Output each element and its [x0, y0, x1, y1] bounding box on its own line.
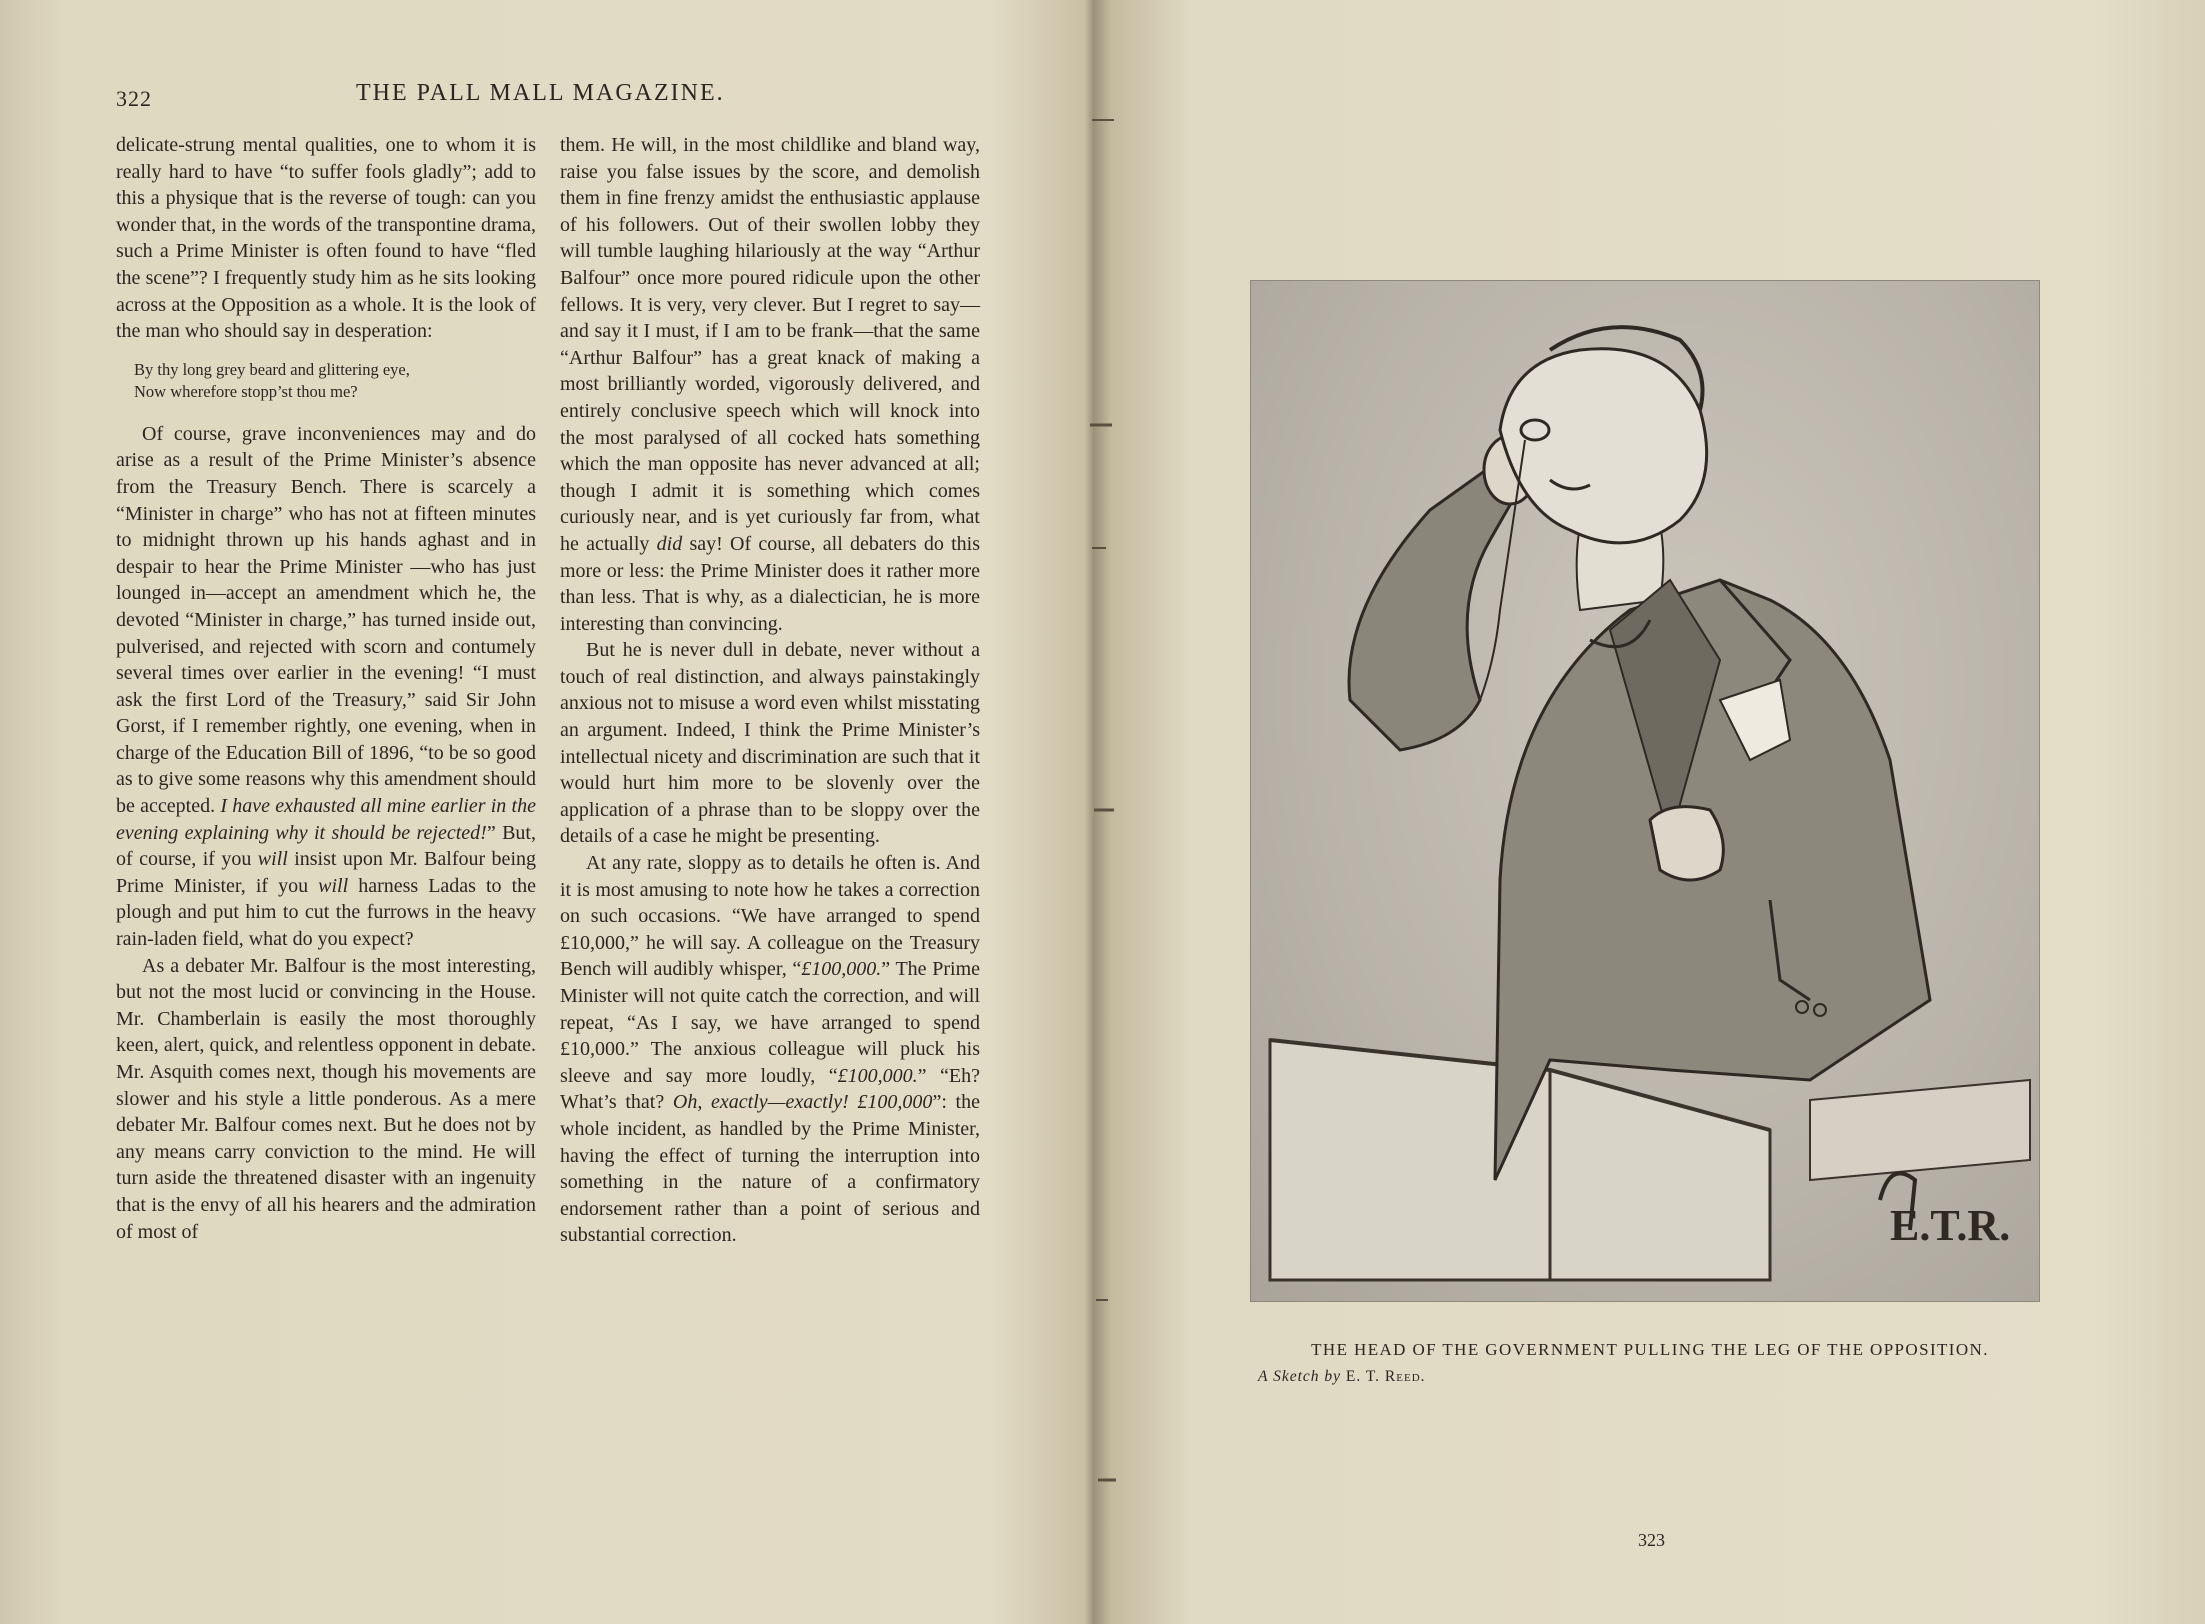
text-run: ” The Prime Minister will not quite catch the correction, and will repeat, “As I say, we have arranged to spend £10,000.” The anxious colleague will pluck his sleeve and say more loudly, “: [560, 958, 981, 1087]
text-run: ” But, of course, if you: [116, 821, 536, 871]
running-head: [116, 80, 1056, 116]
right-page: [1100, 0, 2205, 1624]
text-run: say! Of course, all debaters do this more or less: the Prime Minister does it rather more than less. That is why, as a dialectician, he is more interesting than convincing.: [560, 532, 980, 635]
italic-word: will: [257, 848, 288, 871]
italic-quote: I have exhausted all mine earlier in the evening explaining why it should be rejected!: [116, 795, 536, 844]
verse-quote: [134, 359, 536, 403]
italic-quote: Oh, exactly—exactly! £100,000: [672, 1091, 933, 1114]
illustration-credit: [1258, 1368, 1426, 1386]
text-run: ” “Eh? What’s that?: [560, 1064, 980, 1114]
credit-name: E. T. Reed.: [1345, 1368, 1426, 1385]
text-run: them. He will, in the most childlike and bland way, raise you false issues by the score, and demolish them in fine frenzy amidst the enthusiastic applause of his followers. Out of their swollen lobby they will tumble laughing hilariously at the way “Arthur Balfour” once more poured ridicule upon the other fellows. It is very, very clever. But I regret to say—and say it I must, if I am to be frank—that the same “Arthur Balfour” has a great knack of making a most brilliantly worded, vigorously delivered, and entirely conclusive speech which will knock into the most paralysed of all cocked hats something which the man opposite has never advanced at all; though I admit it is something which comes curiously near, and is yet curiously far from, what he actually: [560, 134, 980, 555]
credit-prefix: A Sketch: [1258, 1368, 1320, 1385]
italic-word: did: [656, 532, 683, 555]
paragraph: As a debater Mr. Balfour is the most interesting, but not the most lucid or convincing in the House. Mr. Chamberlain is easily the most thoroughly keen, alert, quick, and relentless opponent in debate. Mr. Asquith comes next, though his movements are slower and his style a little ponderous. As a mere debater Mr. Balfour comes next. But he does not by any means carry conviction to the mind. He will turn aside the threatened disaster with an ingenuity that is the envy of all his hearers and the admiration of most of: [116, 954, 536, 1243]
text-run: harness Ladas to the plough and put him to cut the furrows in the heavy rain-laden field, what do you expect?: [116, 874, 537, 951]
cartoon-illustration: [1250, 280, 2040, 1302]
verse-line: Now wherefore stopp’st thou me?: [134, 381, 358, 401]
paragraph: delicate-strung mental qualities, one to whom it is really hard to have “to suffer fools gladly”; add to this a physique that is the reverse of tough: can you wonder that, in the words of the transpontine drama, such a Prime Minister is often found to have “fled the scene”? I frequently study him as he sits looking across at the Opposition as a whole. It is the look of the man who should say in desperation:: [116, 134, 536, 343]
text-run: Of course, grave inconveniences may and do arise as a result of the Prime Minister’s absence from the Treasury Bench. There is scarcely a “Minister in charge” who has not at fifteen minutes to midnight thrown up his hands aghast and in despair to hear the Prime Minister —who has just lounged in—accept an amendment which he, the devoted “Minister in charge,” has turned inside out, pulverised, and rejected with scorn and contumely several times over earlier in the evening! “I must ask the first Lord of the Treasury,” said Sir John Gorst, if I remember rightly, one evening, when in charge of the Education Bill of 1896, “to be so good as to give some reasons why this amendment should be accepted.: [116, 422, 536, 818]
italic-word: will: [318, 874, 349, 897]
text-run: ”: the whole incident, as handled by the Prime Minister, having the effect of turning the interruption into something in the nature of a confirmatory endorsement rather than a point of serious and substantial correction.: [560, 1091, 980, 1247]
paragraph: [560, 850, 980, 1249]
paragraph: [116, 421, 536, 953]
illustration-caption: THE HEAD OF THE GOVERNMENT PULLING THE LEG OF THE OPPOSITION.: [1311, 1340, 1989, 1359]
verse-line: By thy long grey beard and glittering eye,: [134, 359, 410, 379]
right-column: [560, 132, 980, 1249]
italic-amount: £100,000.: [837, 1064, 918, 1087]
text-run: insist upon Mr. Balfour being Prime Minister, if you: [116, 848, 536, 897]
paragraph: [560, 132, 980, 637]
text-run: At any rate, sloppy as to details he often is. And it is most amusing to note how he takes a correction on such occasions. “We have arranged to spend £10,000,” he will say. A colleague on the Treasury Bench will audibly whisper, “: [560, 852, 980, 981]
left-column: [116, 132, 536, 1245]
left-page: [0, 0, 1090, 1624]
cartoon-drawing: [1250, 280, 2040, 1302]
page-number-left: 322: [116, 86, 152, 111]
credit-by: by: [1324, 1368, 1342, 1385]
paragraph: But he is never dull in debate, never without a touch of real distinction, and always painstakingly anxious not to misuse a word even whilst misstating an argument. Indeed, I think the Prime Minister’s intellectual nicety and discrimination are such that it would hurt him more to be slovenly over the application of a phrase than to be sloppy over the details of a case he might be presenting.: [560, 639, 980, 848]
page-number-right: 323: [1638, 1530, 1665, 1550]
italic-amount: £100,000.: [801, 958, 882, 981]
artist-monogram: E.T.R.: [1890, 1201, 2011, 1250]
magazine-title: THE PALL MALL MAGAZINE.: [356, 80, 725, 106]
